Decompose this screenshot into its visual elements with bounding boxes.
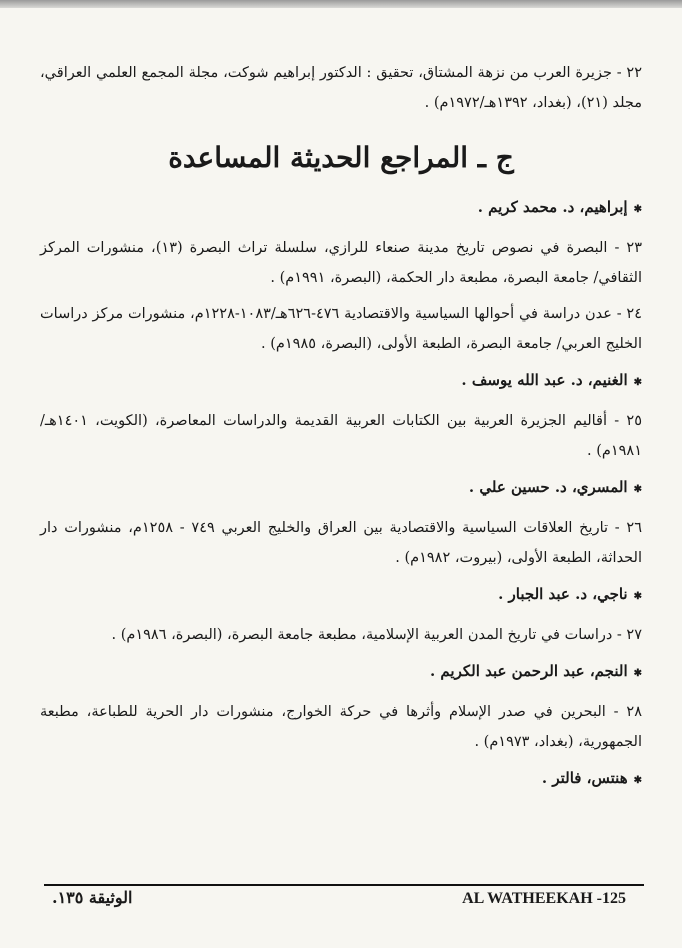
footer-journal-page: AL WATHEEKAH -125	[462, 890, 626, 907]
author-heading	[40, 365, 642, 398]
author-name: المسري، د. حسين علي .	[468, 478, 628, 496]
bullet-icon: ✱	[633, 668, 642, 679]
bullet-icon: ✱	[633, 377, 642, 388]
footer-divider	[44, 884, 644, 886]
reference-entry-23: ٢٣ - البصرة في نصوص تاريخ مدينة صنعاء للرازي، سلسلة تراث البصرة (١٣)، منشورات المركز الثقافي/ جامعة البصرة، مطبعة دار الحكمة، (البصرة، ١٩٩١م) .	[40, 240, 642, 286]
bullet-icon: ✱	[633, 484, 642, 495]
author-name: ناجي، د. عبد الجبار .	[498, 585, 628, 603]
reference-entry-22: ٢٢ - جزيرة العرب من نزهة المشتاق، تحقيق : الدكتور إبراهيم شوكت، مجلة المجمع العلمي العراقي، مجلد (٢١)، (بغداد، ١٣٩٢هـ/١٩٧٢م) .	[40, 65, 642, 111]
reference-entry-27: ٢٧ - دراسات في تاريخ المدن العربية الإسلامية، مطبعة جامعة البصرة، (البصرة، ١٩٨٦م) .	[111, 627, 642, 643]
author-heading	[40, 763, 642, 796]
reference-entry-28: ٢٨ - البحرين في صدر الإسلام وأثرها في حركة الخوارج، منشورات دار الحرية للطباعة، مطبعة الجمهورية، (بغداد، ١٩٧٣م) .	[40, 704, 642, 750]
author-heading	[40, 579, 642, 612]
page-top-edge	[0, 0, 682, 8]
author-heading	[40, 192, 642, 225]
author-heading	[40, 472, 642, 505]
references-list	[40, 58, 642, 804]
author-heading	[40, 656, 642, 689]
section-title: ج ـ المراجع الحديثة المساعدة	[168, 141, 514, 174]
author-name: إبراهيم، د. محمد كريم .	[477, 198, 628, 216]
author-name: النجم، عبد الرحمن عبد الكريم .	[429, 662, 628, 680]
reference-entry-25: ٢٥ - أقاليم الجزيرة العربية بين الكتابات العربية القديمة والدراسات المعاصرة، (الكويت، ١٤٠١هـ/١٩٨١م) .	[40, 413, 642, 459]
bullet-icon: ✱	[633, 204, 642, 215]
author-name: الغنيم، د. عبد الله يوسف .	[461, 371, 628, 389]
bullet-icon: ✱	[633, 591, 642, 602]
bullet-icon: ✱	[633, 775, 642, 786]
footer-arabic-page: الوثيقة ١٣٥.	[52, 888, 133, 907]
author-name: هنتس، فالتر .	[541, 769, 628, 787]
reference-entry-24: ٢٤ - عدن دراسة في أحوالها السياسية والاقتصادية ٤٧٦-٦٢٦هـ/١٠٨٣-١٢٢٨م، منشورات مركز دراسات الخليج العربي/ جامعة البصرة، الطبعة الأولى، (البصرة، ١٩٨٥م) .	[40, 306, 642, 352]
reference-entry-26: ٢٦ - تاريخ العلاقات السياسية والاقتصادية بين العراق والخليج العربي ٧٤٩ - ١٢٥٨م، منشورات دار الحداثة، الطبعة الأولى، (بيروت، ١٩٨٢م) .	[40, 520, 642, 566]
